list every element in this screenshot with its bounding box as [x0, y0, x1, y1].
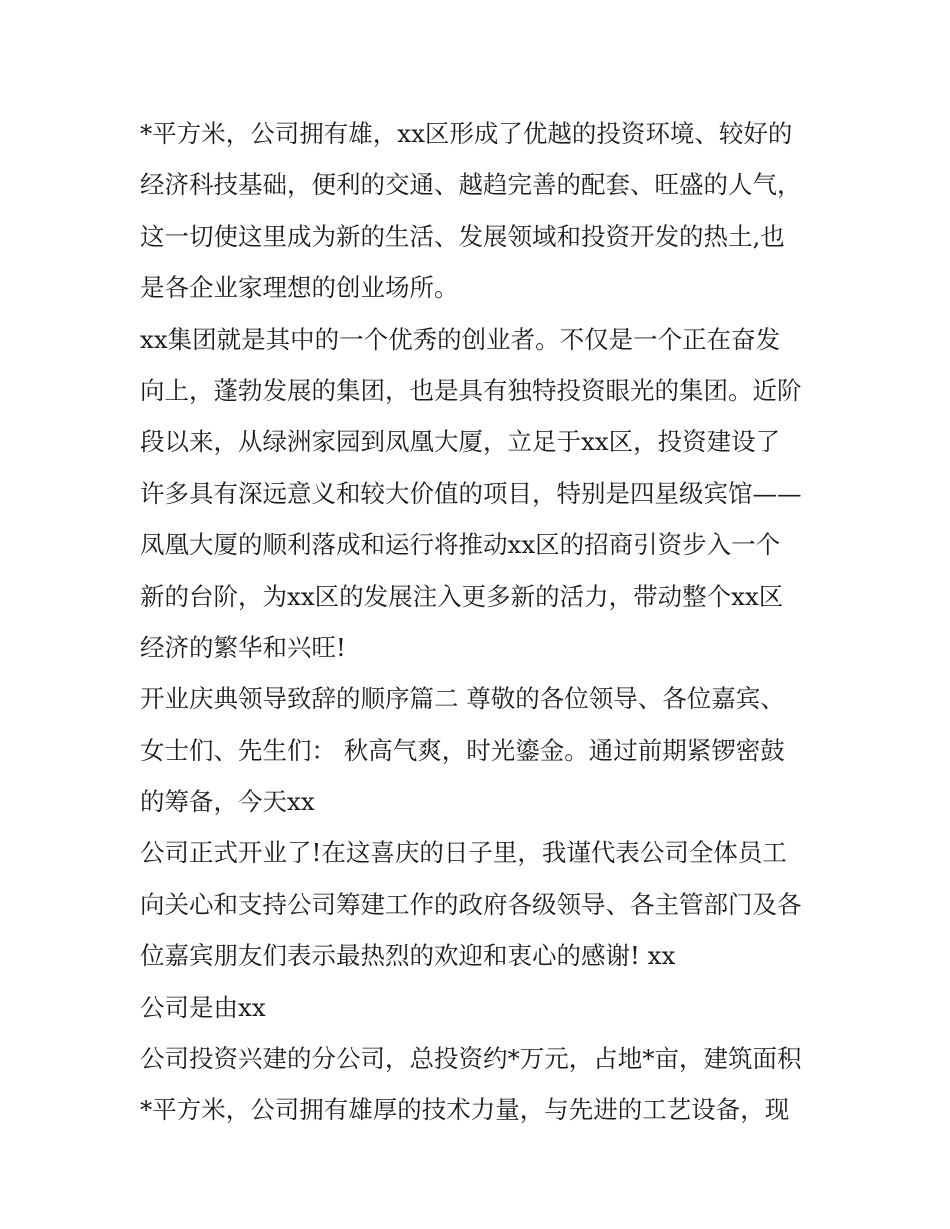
text-line: 开业庆典领导致辞的顺序篇二 尊敬的各位领导、各位嘉宾、 — [140, 684, 785, 714]
text-line: 新的台阶，为xx区的发展注入更多新的活力，带动整个xx区 — [140, 581, 784, 611]
text-line: *平方米，公司拥有雄，xx区形成了优越的投资环境、较好的 — [140, 119, 793, 148]
text-line: 这一切使这里成为新的生活、发展领域和投资开发的热土,也 — [140, 221, 785, 251]
text-line: 经济科技基础，便利的交通、越趋完善的配套、旺盛的人气， — [140, 170, 802, 200]
text-line: 位嘉宾朋友们表示最热烈的欢迎和衷心的感谢! xx — [140, 941, 676, 971]
text-line: 向关心和支持公司筹建工作的政府各级领导、各主管部门及各 — [140, 889, 802, 919]
text-line: 许多具有深远意义和较大价值的项目，特别是四星级宾馆—— — [140, 478, 802, 508]
text-line: 凤凰大厦的顺利落成和运行将推动xx区的招商引资步入一个 — [140, 530, 781, 560]
text-line: 向上，蓬勃发展的集团，也是具有独特投资眼光的集团。近阶 — [140, 375, 802, 405]
text-line: 公司投资兴建的分公司，总投资约*万元，占地*亩，建筑面积 — [140, 1044, 802, 1074]
text-line: 公司正式开业了!在这喜庆的日子里，我谨代表公司全体员工 — [140, 838, 787, 868]
text-line: *平方米，公司拥有雄厚的技术力量，与先进的工艺设备，现 — [140, 1095, 790, 1125]
text-line: 段以来，从绿洲家园到凤凰大厦，立足于xx区，投资建设了 — [140, 427, 781, 457]
body-text — [140, 108, 830, 1136]
text-line: 公司是由xx — [140, 992, 266, 1022]
text-line: 的筹备，今天xx — [140, 787, 315, 817]
text-line: 是各企业家理想的创业场所。 — [140, 273, 459, 303]
text-line: xx集团就是其中的一个优秀的创业者。不仅是一个正在奋发 — [140, 324, 781, 354]
text-line: 女士们、先生们： 秋高气爽，时光鎏金。通过前期紧锣密鼓 — [140, 735, 785, 765]
text-line: 经济的繁华和兴旺! — [140, 632, 346, 662]
